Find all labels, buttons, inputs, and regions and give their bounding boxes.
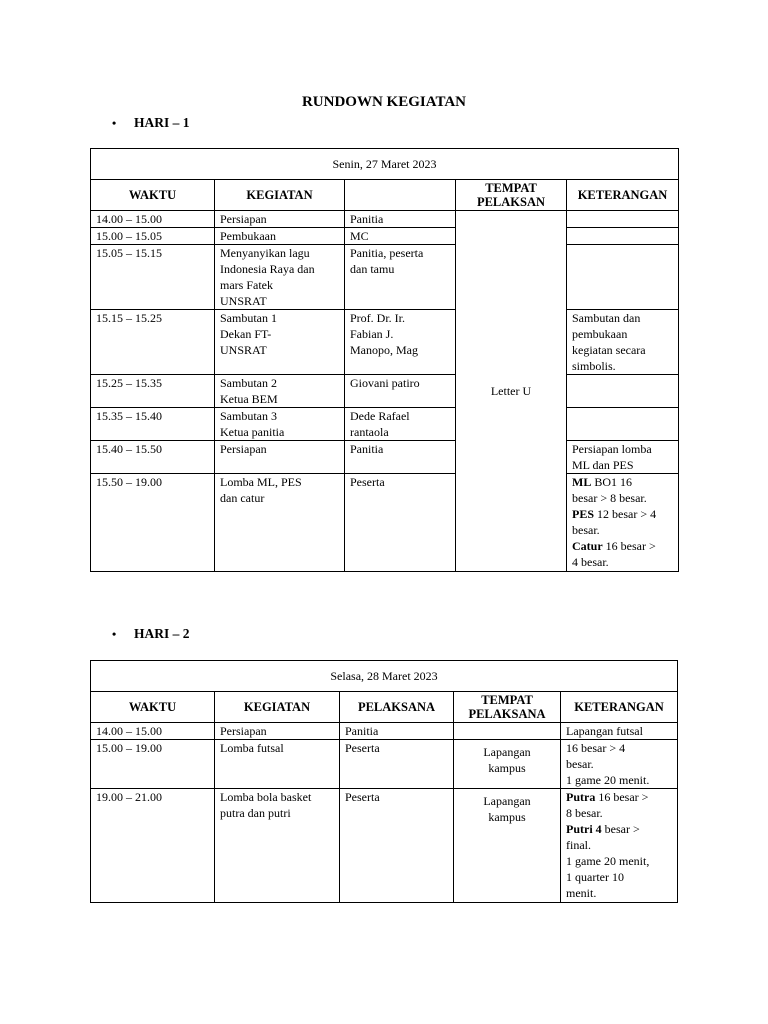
column-header: KETERANGAN (561, 692, 678, 723)
activity-cell (215, 408, 345, 441)
activity-line: mars Fatek (220, 278, 273, 292)
pic-cell (345, 441, 456, 474)
time-cell: 14.00 – 15.00 (91, 211, 215, 228)
table-row (91, 408, 679, 441)
table-row (91, 723, 678, 740)
note-text: menit. (566, 886, 597, 900)
note-text: simbolis. (572, 359, 616, 373)
notes-cell (567, 211, 679, 228)
note-line (572, 522, 673, 538)
bullet-icon: • (112, 627, 117, 641)
note-line (572, 538, 673, 554)
day-2-heading: • HARI – 2 (112, 626, 190, 641)
pic-cell (340, 740, 454, 789)
table-row (91, 245, 679, 310)
pic-line: Peserta (345, 741, 380, 755)
activity-line: Ketua BEM (220, 392, 278, 406)
activity-cell (215, 375, 345, 408)
pic-line: Peserta (350, 475, 385, 489)
time-cell: 15.00 – 15.05 (91, 228, 215, 245)
table-row (91, 789, 678, 903)
note-line (566, 756, 672, 772)
activity-cell (215, 789, 340, 903)
activity-line: Sambutan 1 (220, 311, 277, 325)
time-cell: 15.35 – 15.40 (91, 408, 215, 441)
pic-line: Panitia (345, 724, 379, 738)
column-header (345, 180, 456, 211)
column-header: WAKTU (91, 180, 215, 211)
note-emphasis: ML (572, 475, 592, 489)
date-row (91, 149, 679, 180)
activity-line: Menyanyikan lagu (220, 246, 310, 260)
notes-cell (567, 245, 679, 310)
time-cell: 19.00 – 21.00 (91, 789, 215, 903)
venue-line: kampus (488, 761, 526, 775)
date-row (91, 661, 678, 692)
activity-line: Persiapan (220, 212, 267, 226)
time-cell: 15.25 – 15.35 (91, 375, 215, 408)
table-row (91, 375, 679, 408)
venue-cell: Letter U (456, 211, 567, 572)
note-text: Lapangan futsal (566, 724, 643, 738)
table-row (91, 211, 679, 228)
column-header: TEMPAT PELAKSANA (454, 692, 561, 723)
column-header: TEMPAT PELAKSAN (456, 180, 567, 211)
venue-line: Lapangan (483, 794, 531, 808)
column-header: KEGIATAN (215, 180, 345, 211)
note-emphasis: Putra (566, 790, 596, 804)
note-text: kegiatan secara (572, 343, 646, 357)
activity-cell (215, 474, 345, 572)
notes-cell (567, 228, 679, 245)
notes-cell (567, 474, 679, 572)
pic-line: Dede Rafael (350, 409, 410, 423)
activity-line: Pembukaan (220, 229, 276, 243)
venue-line: Lapangan (483, 745, 531, 759)
notes-cell (567, 441, 679, 474)
note-text: ML dan PES (572, 458, 634, 472)
pic-line: Panitia (350, 442, 384, 456)
pic-line: Manopo, Mag (350, 343, 418, 357)
activity-line: UNSRAT (220, 343, 267, 357)
time-cell: 15.50 – 19.00 (91, 474, 215, 572)
note-line (566, 740, 672, 756)
pic-cell (345, 375, 456, 408)
notes-cell (567, 408, 679, 441)
note-line (572, 474, 673, 490)
activity-line: Ketua panitia (220, 425, 285, 439)
activity-cell (215, 310, 345, 375)
table-row (91, 310, 679, 375)
activity-line: Persiapan (220, 724, 267, 738)
activity-line: putra dan putri (220, 806, 291, 820)
note-line (572, 310, 673, 326)
note-text: 1 game 20 menit, (566, 854, 650, 868)
pic-line: Panitia (350, 212, 384, 226)
pic-cell (340, 789, 454, 903)
notes-cell (567, 310, 679, 375)
note-text: Persiapan lomba (572, 442, 652, 456)
note-line (572, 490, 673, 506)
bullet-icon: • (112, 116, 117, 130)
date-cell: Senin, 27 Maret 2023 (91, 149, 679, 180)
note-emphasis: Putri 4 (566, 822, 602, 836)
note-line (572, 554, 673, 570)
note-text: 16 besar > 4 (566, 741, 626, 755)
document-title: RUNDOWN KEGIATAN (301, 94, 467, 110)
table-row (91, 474, 679, 572)
pic-line: Fabian J. (350, 327, 394, 341)
time-cell: 15.15 – 15.25 (91, 310, 215, 375)
note-text: besar > 8 besar. (572, 491, 647, 505)
venue-cell (454, 789, 561, 903)
pic-line: Panitia, peserta (350, 246, 424, 260)
activity-cell (215, 723, 340, 740)
pic-cell (345, 211, 456, 228)
pic-line: dan tamu (350, 262, 395, 276)
date-cell: Selasa, 28 Maret 2023 (91, 661, 678, 692)
activity-cell (215, 245, 345, 310)
note-line (566, 723, 672, 739)
note-text: besar. (572, 523, 600, 537)
pic-cell (345, 245, 456, 310)
notes-cell (561, 740, 678, 789)
note-text: 1 game 20 menit. (566, 773, 650, 787)
column-header: KETERANGAN (567, 180, 679, 211)
notes-cell (567, 375, 679, 408)
note-text: 8 besar. (566, 806, 603, 820)
pic-line: Prof. Dr. Ir. (350, 311, 405, 325)
note-text: 4 besar. (572, 555, 609, 569)
note-line (572, 358, 673, 374)
activity-line: Persiapan (220, 442, 267, 456)
note-line (566, 869, 672, 885)
table-row (91, 441, 679, 474)
pic-line: Giovani patiro (350, 376, 420, 390)
note-line (566, 772, 672, 788)
activity-cell (215, 441, 345, 474)
note-text: 16 besar > (602, 539, 656, 553)
note-emphasis: Catur (572, 539, 603, 553)
note-line (572, 441, 673, 457)
note-text: besar > (601, 822, 640, 836)
note-line (572, 457, 673, 473)
column-header: KEGIATAN (215, 692, 340, 723)
venue-cell (454, 723, 561, 740)
activity-line: Dekan FT- (220, 327, 272, 341)
activity-line: dan catur (220, 491, 265, 505)
time-cell: 15.05 – 15.15 (91, 245, 215, 310)
pic-cell (345, 310, 456, 375)
pic-cell (345, 474, 456, 572)
note-line (572, 342, 673, 358)
activity-line: Sambutan 3 (220, 409, 277, 423)
day-1-schedule-table (90, 148, 679, 572)
note-text: besar. (566, 757, 594, 771)
note-text: Sambutan dan (572, 311, 641, 325)
note-line (566, 821, 672, 837)
note-line (566, 853, 672, 869)
day-1-heading: • HARI – 1 (112, 115, 190, 130)
note-text: 1 quarter 10 (566, 870, 624, 884)
note-line (566, 837, 672, 853)
table-row (91, 228, 679, 245)
activity-cell (215, 211, 345, 228)
note-line (572, 506, 673, 522)
note-text: final. (566, 838, 591, 852)
note-text: pembukaan (572, 327, 628, 341)
venue-cell (454, 740, 561, 789)
pic-line: MC (350, 229, 369, 243)
notes-cell (561, 789, 678, 903)
activity-line: Sambutan 2 (220, 376, 277, 390)
pic-cell (345, 408, 456, 441)
time-cell: 15.00 – 19.00 (91, 740, 215, 789)
pic-line: Peserta (345, 790, 380, 804)
column-header: WAKTU (91, 692, 215, 723)
time-cell: 15.40 – 15.50 (91, 441, 215, 474)
time-cell: 14.00 – 15.00 (91, 723, 215, 740)
header-row (91, 180, 679, 211)
day-2-schedule-table (90, 660, 678, 903)
activity-line: UNSRAT (220, 294, 267, 308)
pic-cell (340, 723, 454, 740)
note-emphasis: PES (572, 507, 595, 521)
note-text: BO1 16 (591, 475, 633, 489)
notes-cell (561, 723, 678, 740)
pic-line: rantaola (350, 425, 389, 439)
activity-cell (215, 740, 340, 789)
note-text: 12 besar > 4 (594, 507, 657, 521)
note-text: 16 besar > (595, 790, 649, 804)
venue-line: kampus (488, 810, 526, 824)
activity-line: Lomba bola basket (220, 790, 312, 804)
note-line (572, 326, 673, 342)
activity-line: Lomba futsal (220, 741, 284, 755)
activity-line: Lomba ML, PES (220, 475, 302, 489)
activity-cell (215, 228, 345, 245)
header-row (91, 692, 678, 723)
table-row (91, 740, 678, 789)
pic-cell (345, 228, 456, 245)
note-line (566, 805, 672, 821)
note-line (566, 789, 672, 805)
activity-line: Indonesia Raya dan (220, 262, 315, 276)
note-line (566, 885, 672, 901)
column-header: PELAKSANA (340, 692, 454, 723)
